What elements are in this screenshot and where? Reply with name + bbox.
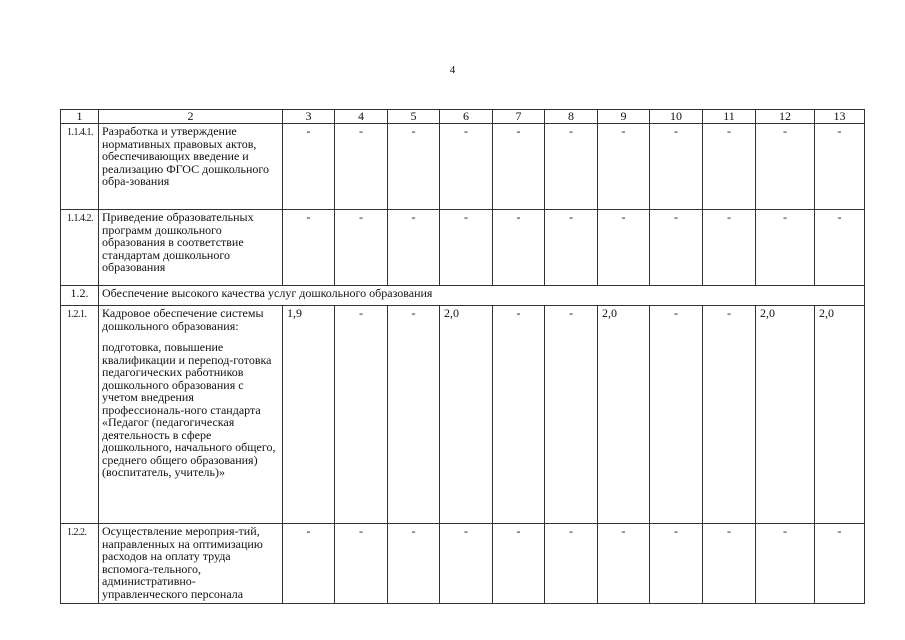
value-cell: - — [440, 524, 493, 604]
page-number: 4 — [449, 64, 456, 76]
value-cell: - — [756, 210, 815, 286]
value-cell: - — [335, 210, 388, 286]
value-cell: - — [650, 210, 703, 286]
value-cell: - — [756, 524, 815, 604]
section-title: Обеспечение высокого качества услуг дошкольного образования — [99, 286, 865, 306]
value-cell: - — [440, 210, 493, 286]
value-cell: - — [815, 210, 865, 286]
header-cell: 9 — [598, 110, 650, 124]
row-number: 1.1.4.2. — [61, 210, 99, 286]
row-description: Приведение образовательных программ дошкольного образования в соответствие стандартам дошкольного образования — [99, 210, 283, 286]
value-cell: - — [815, 124, 865, 210]
value-cell: - — [815, 524, 865, 604]
value-cell: - — [598, 524, 650, 604]
value-cell: - — [388, 306, 440, 524]
header-cell: 5 — [388, 110, 440, 124]
value-cell: - — [545, 306, 598, 524]
row-description: Разработка и утверждение нормативных правовых актов, обеспечивающих введение и реализацию ФГОС дошкольного обра-зования — [99, 124, 283, 210]
header-cell: 2 — [99, 110, 283, 124]
value-cell: - — [650, 524, 703, 604]
table-row — [61, 524, 865, 604]
value-cell: - — [388, 124, 440, 210]
value-cell: 2,0 — [756, 306, 815, 524]
value-cell: - — [440, 124, 493, 210]
value-cell: - — [335, 524, 388, 604]
row-description-line: подготовка, повышение квалификации и перепод-готовка педагогических работников дошкольного образования с учетом внедрения профессиональ-ного стандарта «Педагог (педагогическая деятельность в сфере дошкольного, начального общего, среднего общего образования) (воспитатель, учитель)» — [102, 340, 276, 479]
value-cell: - — [493, 306, 545, 524]
row-number: 1.2.2. — [61, 524, 99, 604]
table-header-row — [61, 110, 865, 124]
row-description-line: Кадровое обеспечение системы дошкольного образования: — [102, 306, 264, 333]
value-cell: 2,0 — [598, 306, 650, 524]
header-cell: 13 — [815, 110, 865, 124]
header-cell: 6 — [440, 110, 493, 124]
value-cell: 1,9 — [283, 306, 335, 524]
value-cell: - — [283, 210, 335, 286]
value-cell: - — [283, 124, 335, 210]
value-cell: - — [545, 210, 598, 286]
row-number: 1.2.1. — [61, 306, 99, 524]
value-cell: - — [650, 306, 703, 524]
table-row — [61, 124, 865, 210]
row-description: Осуществление мероприя-тий, направленных на оптимизацию расходов на оплату труда вспомога-тельного, административно-управленческого персонала — [99, 524, 283, 604]
value-cell: - — [493, 124, 545, 210]
value-cell: - — [335, 124, 388, 210]
value-cell: - — [493, 210, 545, 286]
section-number: 1.2. — [61, 286, 99, 306]
header-cell: 10 — [650, 110, 703, 124]
table-row — [61, 306, 865, 524]
value-cell: - — [703, 124, 756, 210]
value-cell: - — [545, 124, 598, 210]
value-cell: - — [493, 524, 545, 604]
value-cell: - — [598, 210, 650, 286]
header-cell: 8 — [545, 110, 598, 124]
value-cell: 2,0 — [440, 306, 493, 524]
header-cell: 1 — [61, 110, 99, 124]
value-cell: - — [756, 124, 815, 210]
indicators-table — [60, 109, 865, 604]
value-cell: 2,0 — [815, 306, 865, 524]
header-cell: 12 — [756, 110, 815, 124]
header-cell: 7 — [493, 110, 545, 124]
value-cell: - — [335, 306, 388, 524]
value-cell: - — [703, 210, 756, 286]
row-number: 1.1.4.1. — [61, 124, 99, 210]
value-cell: - — [545, 524, 598, 604]
table-row — [61, 210, 865, 286]
header-cell: 4 — [335, 110, 388, 124]
row-description — [99, 306, 283, 524]
section-row — [61, 286, 865, 306]
header-cell: 11 — [703, 110, 756, 124]
value-cell: - — [598, 124, 650, 210]
value-cell: - — [283, 524, 335, 604]
value-cell: - — [650, 124, 703, 210]
value-cell: - — [388, 524, 440, 604]
header-cell: 3 — [283, 110, 335, 124]
value-cell: - — [388, 210, 440, 286]
value-cell: - — [703, 306, 756, 524]
value-cell: - — [703, 524, 756, 604]
